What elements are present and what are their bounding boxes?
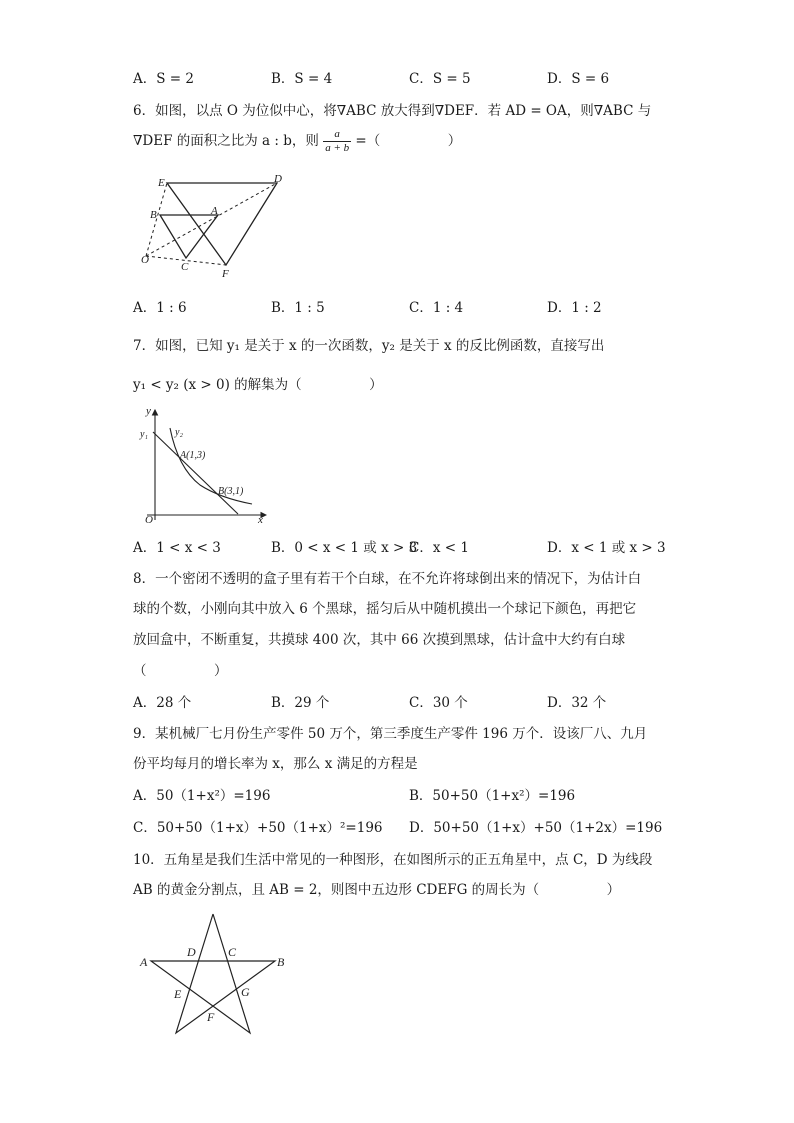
q9-stem-line2: 份平均每月的增长率为 x，那么 x 满足的方程是: [133, 756, 418, 772]
q7-option-d: D．x < 1 或 x > 3: [547, 540, 666, 556]
q5-option-c: C．S = 5: [409, 71, 471, 87]
q6-stem-line2-post: =（ ）: [355, 133, 462, 149]
q9-option-c: C．50+50（1+x）+50（1+x）²=196: [133, 820, 383, 836]
q6-label-d: D: [274, 173, 282, 185]
q7-x-axis-label: x: [258, 514, 263, 526]
q8-stem-line2: 球的个数，小刚向其中放入 6 个黑球，摇匀后从中随机摸出一个球记下颜色，再把它: [133, 601, 637, 617]
q6-fraction-numerator: a: [323, 128, 351, 142]
q6-option-d: D．1 : 2: [547, 300, 602, 316]
q10-stem-line1: 10．五角星是我们生活中常见的一种图形，在如图所示的正五角星中，点 C，D 为线段: [133, 852, 653, 868]
q6-option-c: C．1 : 4: [409, 300, 464, 316]
q6-label-c: C: [181, 261, 189, 273]
q8-option-b: B．29 个: [271, 695, 330, 711]
q10-label-c: C: [228, 945, 237, 959]
q9-option-a: A．50（1+x²）=196: [133, 788, 271, 804]
q6-stem-line1: 6．如图，以点 O 为位似中心，将∇ABC 放大得到∇DEF．若 AD = OA，则∇ABC 与: [133, 103, 652, 119]
q8-stem-line3: 放回盒中，不断重复，共摸球 400 次，其中 66 次摸到黑球，估计盒中大约有白球: [133, 632, 626, 648]
q7-y1-label: y₁: [140, 429, 148, 440]
line-y1: [153, 432, 238, 514]
q7-option-c: C．x < 1: [409, 540, 469, 556]
q7-y-axis-label: y: [146, 405, 151, 417]
q6-label-f: F: [222, 268, 229, 280]
q7-y2-label: y₂: [175, 427, 183, 438]
q10-label-f: F: [207, 1010, 215, 1024]
q9-option-d: D．50+50（1+x）+50（1+2x）=196: [409, 820, 663, 836]
q10-label-e: E: [174, 987, 182, 1001]
triangle-abc: [160, 215, 218, 258]
q10-label-d: D: [187, 945, 196, 959]
q7-stem-line2: y₁ < y₂ (x > 0) 的解集为（ ）: [133, 377, 383, 393]
q6-option-a: A．1 : 6: [133, 300, 187, 316]
q10-label-a: A: [140, 955, 148, 969]
q9-option-b: B．50+50（1+x²）=196: [409, 788, 576, 804]
q7-function-graph-figure: [138, 402, 270, 528]
q8-option-a: A．28 个: [133, 695, 192, 711]
q9-stem-line1: 9．某机械厂七月份生产零件 50 万个，第三季度生产零件 196 万个．设该厂八、九月: [133, 726, 648, 742]
q10-label-g: G: [241, 985, 250, 999]
q5-option-d: D．S = 6: [547, 71, 610, 87]
q8-option-d: D．32 个: [547, 695, 607, 711]
q8-stem-line4: （ ）: [133, 663, 228, 679]
q6-label-e: E: [158, 177, 165, 189]
q6-fraction: [323, 128, 351, 155]
q10-pentagram-figure: [136, 908, 296, 1038]
q6-similar-triangles-figure: [136, 168, 296, 283]
q10-label-b: B: [277, 955, 285, 969]
q7-option-b: B．0 < x < 1 或 x > 3: [271, 540, 418, 556]
q10-stem-line2: AB 的黄金分割点，且 AB = 2，则图中五边形 CDEFG 的周长为（ ）: [133, 882, 621, 898]
q6-fraction-denominator: a + b: [325, 142, 350, 154]
q7-point-b-label: B(3,1): [218, 486, 244, 497]
q7-stem-line1: 7．如图，已知 y₁ 是关于 x 的一次函数，y₂ 是关于 x 的反比例函数，直接写出: [133, 338, 605, 354]
q5-option-a: A．S = 2: [133, 71, 194, 87]
q7-origin-label: O: [145, 514, 153, 526]
q8-option-c: C．30 个: [409, 695, 468, 711]
q6-stem-line2-pre: ∇DEF 的面积之比为 a : b，则: [133, 133, 319, 149]
q6-label-b: B: [150, 209, 157, 221]
q7-point-a-label: A(1,3): [180, 450, 206, 461]
q7-option-a: A．1 < x < 3: [133, 540, 221, 556]
q8-stem-line1: 8．一个密闭不透明的盒子里有若干个白球，在不允许将球倒出来的情况下，为估计白: [133, 571, 642, 587]
q5-option-b: B．S = 4: [271, 71, 333, 87]
q6-label-o: O: [141, 254, 149, 266]
q6-stem-line2: [133, 128, 461, 155]
q6-option-b: B．1 : 5: [271, 300, 325, 316]
q6-label-a: A: [211, 205, 218, 217]
